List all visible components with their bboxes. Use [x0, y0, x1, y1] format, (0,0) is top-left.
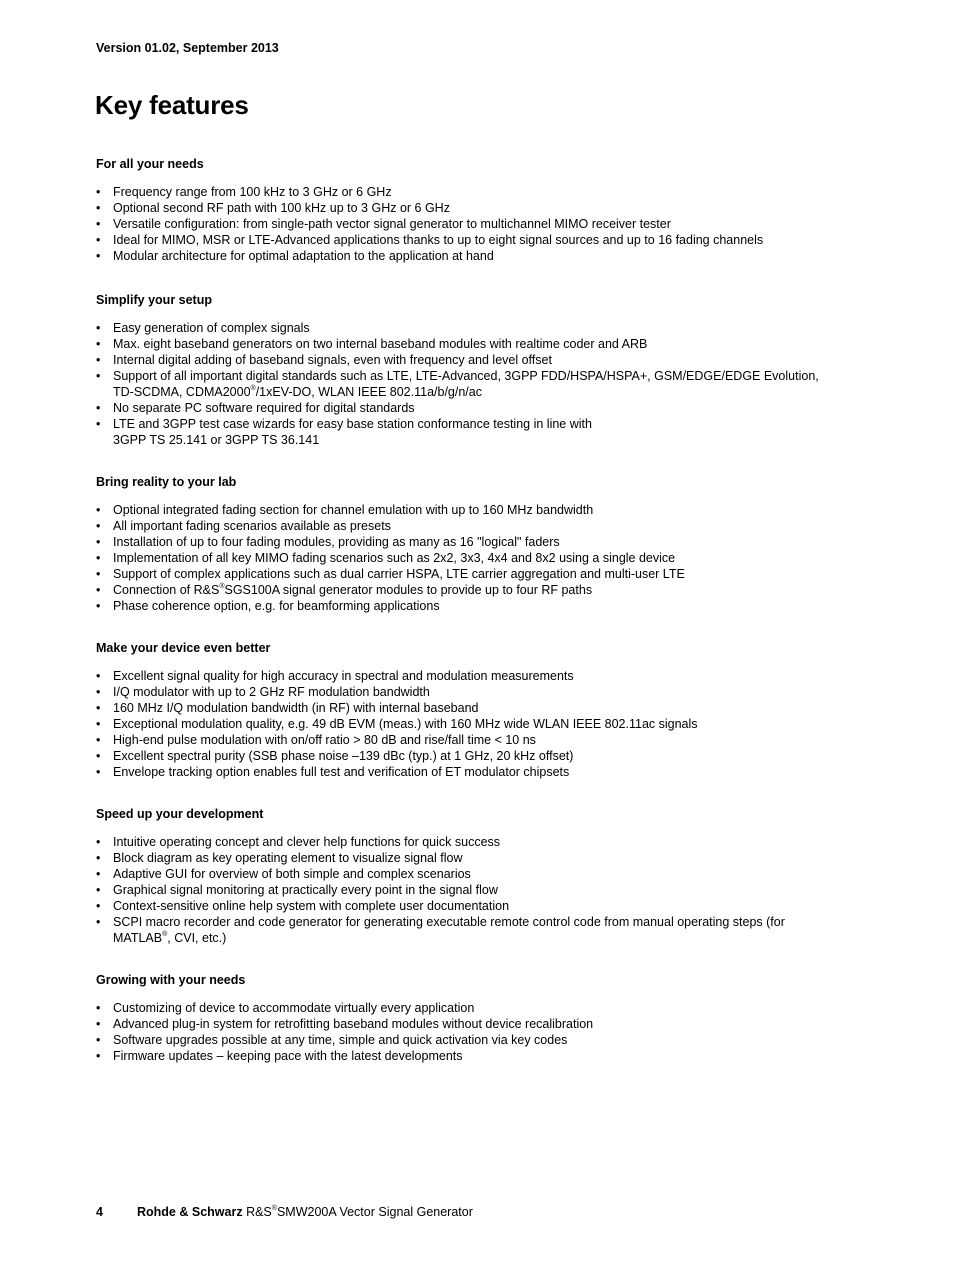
- page-footer: [96, 1205, 473, 1219]
- bullet-icon: •: [96, 717, 101, 731]
- list-item: • Installation of up to four fading modules, providing as many as 16 "logical" faders: [96, 535, 560, 549]
- list-item: • Modular architecture for optimal adaptation to the application at hand: [96, 249, 494, 263]
- list-item: • Exceptional modulation quality, e.g. 49 dB EVM (meas.) with 160 MHz wide WLAN IEEE 802.11ac signals: [96, 717, 698, 731]
- list-item: • Excellent spectral purity (SSB phase noise –139 dBc (typ.) at 1 GHz, 20 kHz offset): [96, 749, 574, 763]
- list-item: • Block diagram as key operating element to visualize signal flow: [96, 851, 463, 865]
- bullet-icon: •: [96, 765, 101, 779]
- feature-list: [96, 184, 876, 264]
- list-item: • Versatile configuration: from single-path vector signal generator to multichannel MIMO receiver tester: [96, 217, 671, 231]
- section-make-your-device-even-better: [96, 640, 876, 780]
- section-bring-reality-to-your-lab: [96, 474, 876, 614]
- list-item: • Advanced plug-in system for retrofitting baseband modules without device recalibration: [96, 1017, 594, 1031]
- feature-list: [96, 668, 876, 780]
- bullet-icon: •: [96, 883, 101, 897]
- bullet-icon: •: [96, 915, 101, 929]
- list-item: • Support of complex applications such as dual carrier HSPA, LTE carrier aggregation and multi-user LTE: [96, 567, 685, 581]
- section-heading: Simplify your setup: [96, 293, 212, 307]
- bullet-icon: •: [96, 321, 101, 335]
- section-heading: Make your device even better: [96, 641, 271, 655]
- bullet-icon: •: [96, 599, 101, 613]
- bullet-icon: •: [96, 185, 101, 199]
- list-item: • High-end pulse modulation with on/off ratio > 80 dB and rise/fall time < 10 ns: [96, 733, 536, 747]
- list-item: • Max. eight baseband generators on two internal baseband modules with realtime coder and ARB: [96, 337, 648, 351]
- list-item: • All important fading scenarios available as presets: [96, 519, 391, 533]
- list-item: • SCPI macro recorder and code generator for generating executable remote control code from manual operating steps (for MATLAB®, CVI, etc.): [96, 915, 785, 945]
- list-item: • Intuitive operating concept and clever help functions for quick success: [96, 835, 501, 849]
- list-item: • Graphical signal monitoring at practically every point in the signal flow: [96, 883, 498, 897]
- bullet-icon: •: [96, 567, 101, 581]
- bullet-icon: •: [96, 1001, 101, 1015]
- bullet-icon: •: [96, 701, 101, 715]
- list-item: • Envelope tracking option enables full test and verification of ET modulator chipsets: [96, 765, 570, 779]
- bullet-icon: •: [96, 201, 101, 215]
- section-simplify-your-setup: [96, 292, 876, 448]
- section-for-all-your-needs: [96, 156, 876, 264]
- bullet-icon: •: [96, 535, 101, 549]
- list-item: • I/Q modulator with up to 2 GHz RF modulation bandwidth: [96, 685, 430, 699]
- footer-product-prefix: R&S: [246, 1205, 272, 1219]
- page-number: 4: [96, 1205, 103, 1219]
- bullet-icon: •: [96, 733, 101, 747]
- list-item: • Context-sensitive online help system with complete user documentation: [96, 899, 510, 913]
- list-item: • 160 MHz I/Q modulation bandwidth (in RF) with internal baseband: [96, 701, 479, 715]
- list-item: • Optional integrated fading section for channel emulation with up to 160 MHz bandwidth: [96, 503, 594, 517]
- bullet-icon: •: [96, 249, 101, 263]
- list-item: • Phase coherence option, e.g. for beamforming applications: [96, 599, 440, 613]
- bullet-icon: •: [96, 1017, 101, 1031]
- section-heading: Bring reality to your lab: [96, 475, 237, 489]
- list-item: • Adaptive GUI for overview of both simple and complex scenarios: [96, 867, 471, 881]
- bullet-icon: •: [96, 669, 101, 683]
- feature-list: [96, 502, 876, 614]
- list-item: • Easy generation of complex signals: [96, 321, 310, 335]
- bullet-icon: •: [96, 867, 101, 881]
- section-heading: Speed up your development: [96, 807, 264, 821]
- list-item: • Frequency range from 100 kHz to 3 GHz or 6 GHz: [96, 185, 392, 199]
- bullet-icon: •: [96, 835, 101, 849]
- section-speed-up-your-development: [96, 806, 876, 946]
- bullet-icon: •: [96, 369, 101, 383]
- list-item: • LTE and 3GPP test case wizards for easy base station conformance testing in line with 3GPP TS 25.141 or 3GPP TS 36.141: [96, 417, 592, 447]
- feature-list: [96, 1000, 876, 1064]
- feature-list: [96, 834, 876, 946]
- bullet-icon: •: [96, 1033, 101, 1047]
- bullet-icon: •: [96, 583, 101, 597]
- bullet-icon: •: [96, 551, 101, 565]
- list-item: • Optional second RF path with 100 kHz up to 3 GHz or 6 GHz: [96, 201, 450, 215]
- list-item: • Support of all important digital standards such as LTE, LTE-Advanced, 3GPP FDD/HSPA/HSPA+, GSM/EDGE/EDGE Evolution, TD-SCDMA, CDMA2000®/1xEV-DO, WLAN IEEE 802.11a/b/g/n/ac: [96, 369, 819, 399]
- list-item: • Connection of R&S®SGS100A signal generator modules to provide up to four RF paths: [96, 582, 593, 597]
- section-heading: Growing with your needs: [96, 973, 246, 987]
- list-item: • Internal digital adding of baseband signals, even with frequency and level offset: [96, 353, 552, 367]
- list-item: • Implementation of all key MIMO fading scenarios such as 2x2, 3x3, 4x4 and 8x2 using a single device: [96, 551, 676, 565]
- list-item: • Customizing of device to accommodate virtually every application: [96, 1001, 475, 1015]
- bullet-icon: •: [96, 851, 101, 865]
- footer-brand: Rohde & Schwarz: [137, 1205, 243, 1219]
- registered-mark: ®: [271, 1204, 277, 1212]
- feature-list: [96, 320, 876, 448]
- list-item: • Excellent signal quality for high accuracy in spectral and modulation measurements: [96, 669, 574, 683]
- bullet-icon: •: [96, 401, 101, 415]
- bullet-icon: •: [96, 1049, 101, 1063]
- footer-product-name: SMW200A Vector Signal Generator: [276, 1205, 473, 1219]
- bullet-icon: •: [96, 233, 101, 247]
- list-item: • Software upgrades possible at any time, simple and quick activation via key codes: [96, 1033, 568, 1047]
- version-line: Version 01.02, September 2013: [96, 41, 279, 55]
- bullet-icon: •: [96, 503, 101, 517]
- bullet-icon: •: [96, 417, 101, 431]
- list-item: • Ideal for MIMO, MSR or LTE-Advanced applications thanks to up to eight signal sources and up to 16 fading channels: [96, 233, 764, 247]
- section-heading: For all your needs: [96, 157, 204, 171]
- bullet-icon: •: [96, 685, 101, 699]
- bullet-icon: •: [96, 337, 101, 351]
- bullet-icon: •: [96, 217, 101, 231]
- bullet-icon: •: [96, 519, 101, 533]
- bullet-icon: •: [96, 353, 101, 367]
- section-growing-with-your-needs: [96, 972, 876, 1064]
- bullet-icon: •: [96, 899, 101, 913]
- bullet-icon: •: [96, 749, 101, 763]
- list-item: • Firmware updates – keeping pace with the latest developments: [96, 1049, 463, 1063]
- list-item: • No separate PC software required for digital standards: [96, 401, 415, 415]
- page-title: Key features: [95, 90, 249, 120]
